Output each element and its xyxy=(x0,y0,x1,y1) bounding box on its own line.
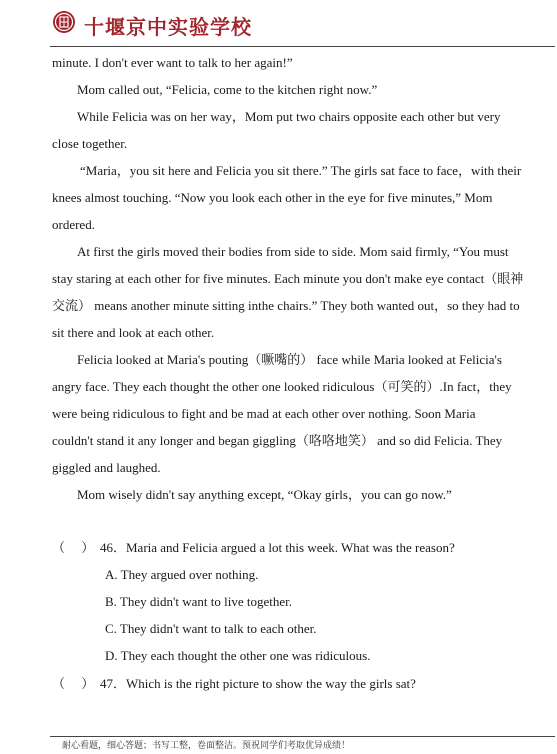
option-b: B. They didn't want to live together. xyxy=(105,594,292,609)
passage-line: giggled and laughed. xyxy=(52,460,161,475)
passage-line: ordered. xyxy=(52,217,95,232)
option-d: D. They each thought the other one was ridiculous. xyxy=(105,648,371,663)
passage-line: sit there and look at each other. xyxy=(52,325,215,340)
answer-blank: （ ） xyxy=(52,540,95,555)
passage-line: At first the girls moved their bodies from side to side. Mom said firmly, “You must xyxy=(77,244,509,259)
passage-line: 交流） means another minute sitting inthe chairs.” They both wanted out，so they had to xyxy=(52,298,520,313)
page-header xyxy=(0,0,557,46)
passage-line: stay staring at each other for five minutes. Each minute you don't make eye contact（眼神 xyxy=(52,271,524,286)
passage-line: angry face. They each thought the other one looked ridiculous（可笑的）.In fact，they xyxy=(52,379,512,394)
school-seal-icon xyxy=(52,10,76,34)
passage-line: couldn't stand it any longer and began giggling（咯咯地笑） and so did Felicia. They xyxy=(52,433,503,448)
footer-note: 耐心看题，细心答题；书写工整，卷面整洁。预祝同学们考取优异成绩！ xyxy=(62,741,351,751)
school-name: 十堰京中实验学校 xyxy=(84,15,252,39)
question-46-text: 46．Maria and Felicia argued a lot this week. What was the reason? xyxy=(100,540,455,555)
passage-line: Mom called out, “Felicia, come to the kitchen right now.” xyxy=(77,82,378,97)
footer-divider xyxy=(50,736,555,737)
passage-line: close together. xyxy=(52,136,128,151)
option-a: A. They argued over nothing. xyxy=(105,567,259,582)
passage-line: “Maria，you sit here and Felicia you sit there.” The girls sat face to face，with their xyxy=(80,163,522,178)
question-47-text: 47．Which is the right picture to show the way the girls sat? xyxy=(100,676,416,691)
passage-line: minute. I don't ever want to talk to her again!” xyxy=(52,55,293,70)
answer-blank: （ ） xyxy=(52,676,95,691)
header-divider xyxy=(50,46,555,47)
passage-line: Mom wisely didn't say anything except, “Okay girls，you can go now.” xyxy=(77,487,452,502)
passage-line: While Felicia was on her way，Mom put two chairs opposite each other but very xyxy=(77,109,501,124)
passage-line: were being ridiculous to fight and be mad at each other over nothing. Soon Maria xyxy=(52,406,476,421)
passage-line: knees almost touching. “Now you look each other in the eye for five minutes,” Mom xyxy=(52,190,493,205)
passage-line: Felicia looked at Maria's pouting（噘嘴的） face while Maria looked at Felicia's xyxy=(77,352,502,367)
option-c: C. They didn't want to talk to each other. xyxy=(105,621,317,636)
